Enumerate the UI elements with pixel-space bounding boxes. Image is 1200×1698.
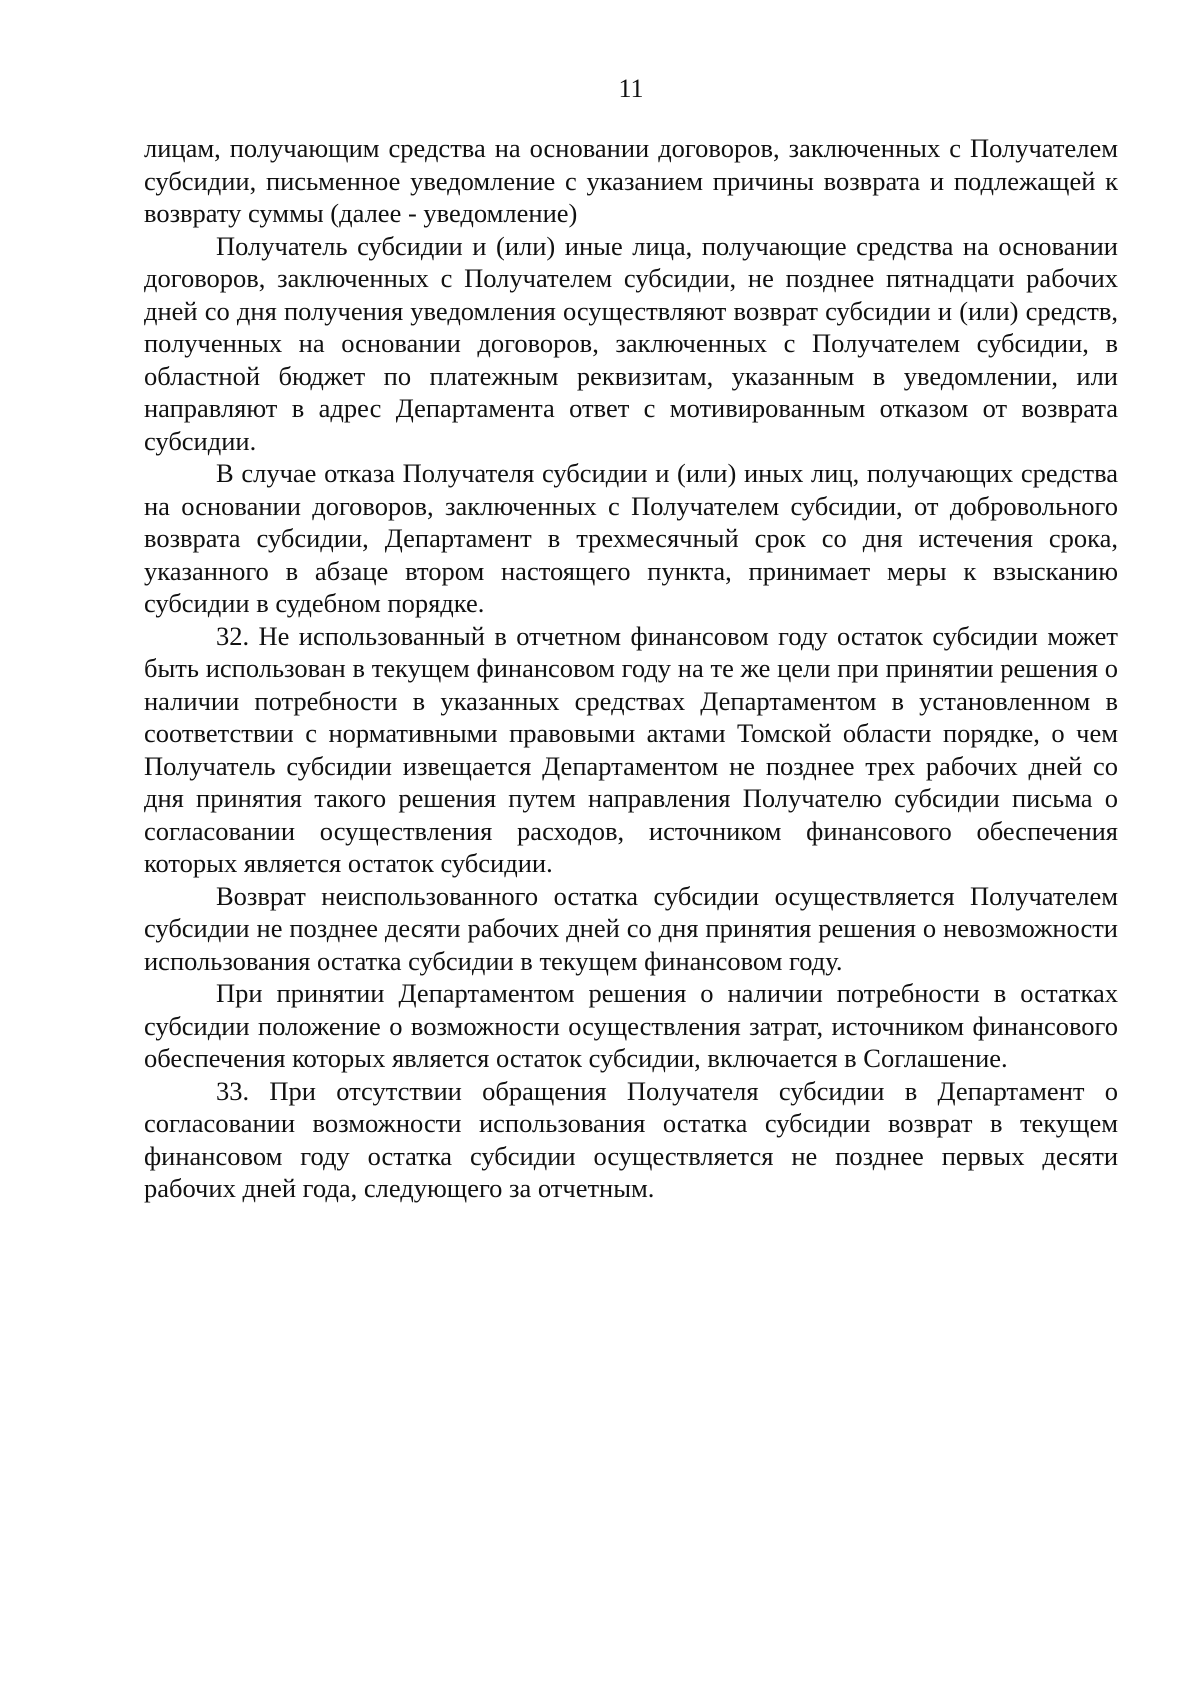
paragraph-item-32: 32. Не использованный в отчетном финансовом году остаток субсидии может быть использован в текущем финансовом году на те же цели при принятии решения о наличии потребности в указанных средствах Департаментом в установленном в соответствии с нормативными правовыми актами Томской области порядке, о чем Получатель субсидии извещается Департаментом не позднее трех рабочих дней со дня принятия такого решения путем направления Получателю субсидии письма о согласовании осуществления расходов, источником финансового обеспечения которых является остаток субсидии.	[144, 620, 1118, 878]
page-number: 11	[618, 74, 644, 103]
paragraph-agreement-provision: При принятии Департаментом решения о наличии потребности в остатках субсидии положение о возможности осуществления затрат, источником финансового обеспечения которых является остаток субсидии, включается в Соглашение.	[144, 978, 1118, 1073]
paragraph-item-33: 33. При отсутствии обращения Получателя субсидии в Департамент о согласовании возможности использования остатка субсидии возврат в текущем финансовом году остатка субсидии осуществляется не позднее первых десяти рабочих дней года, следующего за отчетным.	[144, 1075, 1118, 1203]
paragraph-return-obligation: Получатель субсидии и (или) иные лица, получающие средства на основании договоров, заключенных с Получателем субсидии, не позднее пятнадцати рабочих дней со дня получения уведомления осуществляют возврат субсидии и (или) средств, полученных на основании договоров, заключенных с Получателем субсидии, в областной бюджет по платежным реквизитам, указанным в уведомлении, или направляют в адрес Департамента ответ с мотивированным отказом от возврата субсидии.	[144, 230, 1118, 456]
paragraph-unused-balance-return: Возврат неиспользованного остатка субсидии осуществляется Получателем субсидии не позднее десяти рабочих дней со дня принятия решения о невозможности использования остатка субсидии в текущем финансовом году.	[144, 880, 1118, 976]
document-body	[144, 132, 1118, 1205]
paragraph-continuation: лицам, получающим средства на основании договоров, заключенных с Получателем субсидии, письменное уведомление с указанием причины возврата и подлежащей к возврату суммы (далее - уведомление)	[144, 133, 1118, 228]
paragraph-refusal-recovery: В случае отказа Получателя субсидии и (или) иных лиц, получающих средства на основании договоров, заключенных с Получателем субсидии, от добровольного возврата субсидии, Департамент в трехмесячный срок со дня истечения срока, указанного в абзаце втором настоящего пункта, принимает меры к взысканию субсидии в судебном порядке.	[144, 458, 1118, 618]
